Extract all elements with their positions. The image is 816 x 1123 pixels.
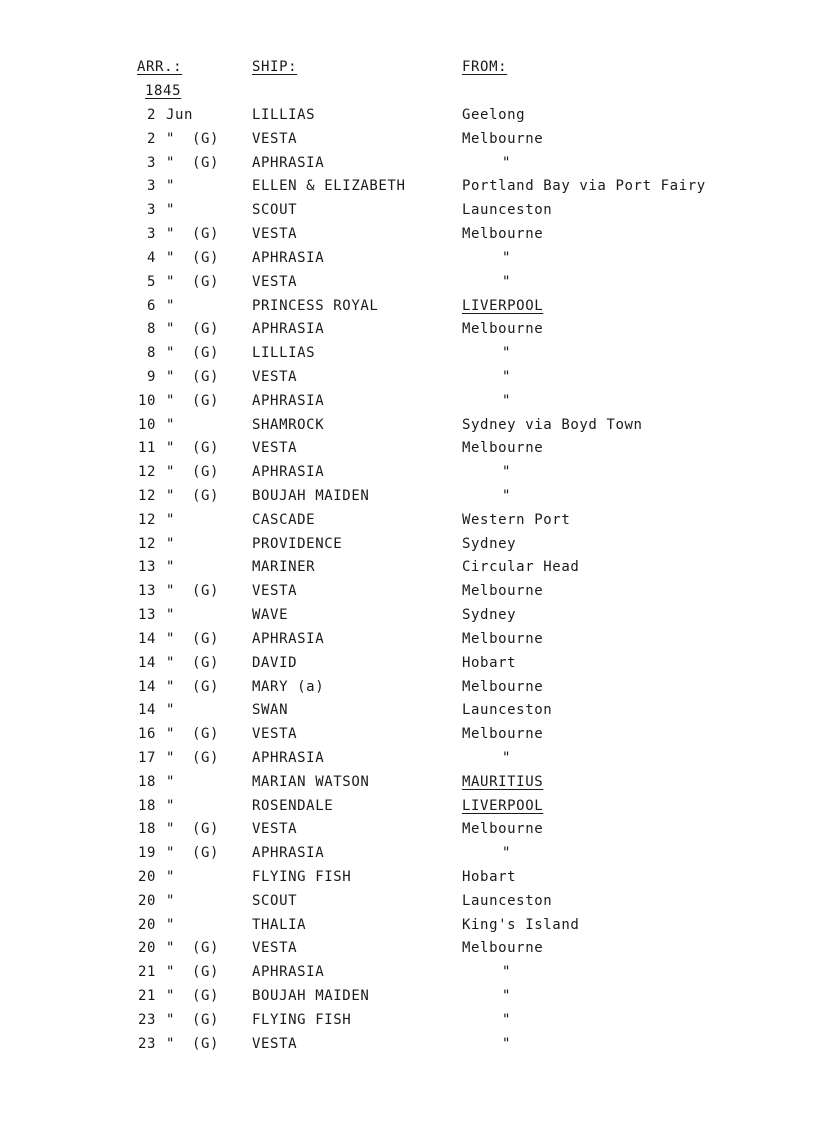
origin-port: ": [502, 392, 512, 409]
arrival-row: [0, 891, 816, 915]
origin-port: Melbourne: [462, 440, 544, 457]
arrival-day: 14: [137, 654, 156, 671]
arrival-flag: (G): [192, 130, 220, 147]
ship-name: APHRASIA: [252, 249, 325, 266]
ship-name: WAVE: [252, 607, 289, 624]
ship-name: APHRASIA: [252, 964, 325, 981]
origin-port: Melbourne: [462, 321, 544, 338]
arrival-row: [0, 415, 816, 439]
arrival-flag: (G): [192, 821, 220, 838]
arrival-month: Jun: [166, 107, 194, 123]
arrival-day: 14: [137, 630, 156, 647]
origin-port: Launceston: [462, 202, 553, 219]
arrival-day: 13: [137, 559, 156, 576]
arrival-month: ": [166, 535, 176, 552]
arrival-flag: (G): [192, 273, 220, 290]
arrival-row: [0, 772, 816, 796]
arrival-month: ": [166, 916, 176, 933]
ship-name: VESTA: [252, 368, 298, 385]
arrival-row: [0, 176, 816, 200]
arrival-row: [0, 986, 816, 1010]
ship-name: THALIA: [252, 916, 307, 933]
ship-name: MARY (a): [252, 678, 325, 695]
ship-name: DAVID: [252, 654, 298, 671]
arrival-day: 20: [137, 940, 156, 957]
arrival-day: 16: [137, 726, 156, 743]
origin-port: Melbourne: [462, 130, 544, 147]
ship-name: APHRASIA: [252, 154, 325, 171]
arrivals-list: [0, 105, 816, 1058]
arrival-row: [0, 700, 816, 724]
arrival-month: ": [166, 1011, 176, 1028]
arrival-row: [0, 629, 816, 653]
arrival-day: 11: [137, 440, 156, 457]
arrival-day: 18: [137, 821, 156, 838]
arrival-month: ": [166, 869, 176, 885]
origin-port: ": [502, 1011, 512, 1028]
arrival-day: 19: [137, 845, 156, 862]
arrival-row: [0, 796, 816, 820]
origin-port: ": [502, 1035, 512, 1052]
origin-port: ": [502, 964, 512, 981]
arrival-day: 21: [137, 988, 156, 1005]
arrival-month: ": [166, 749, 176, 766]
origin-port: Melbourne: [462, 821, 544, 838]
arrival-month: ": [166, 345, 176, 362]
arrival-month: ": [166, 654, 176, 671]
arrival-flag: (G): [192, 488, 220, 504]
arrival-month: ": [166, 630, 176, 647]
arrival-month: ": [166, 297, 176, 314]
arrival-day: 12: [137, 488, 156, 504]
arrival-day: 3: [146, 202, 156, 219]
from-column-header: FROM:: [462, 59, 508, 75]
origin-port: Sydney: [462, 535, 517, 552]
arrival-row: [0, 224, 816, 248]
arrival-day: 13: [137, 583, 156, 600]
origin-port: Launceston: [462, 892, 553, 909]
ship-name: SWAN: [252, 702, 289, 719]
arrival-flag: (G): [192, 226, 220, 243]
year-label: 1845: [145, 83, 182, 99]
arrival-row: [0, 843, 816, 867]
origin-port: ": [502, 988, 512, 1005]
arrival-row: [0, 653, 816, 677]
arrival-flag: (G): [192, 940, 220, 957]
arrival-row: [0, 962, 816, 986]
arrival-month: ": [166, 797, 176, 814]
ship-name: FLYING FISH: [252, 869, 352, 885]
arrival-day: 21: [137, 964, 156, 981]
arrival-flag: (G): [192, 988, 220, 1005]
ship-column-header: SHIP:: [252, 59, 298, 75]
arrival-flag: (G): [192, 1035, 220, 1052]
arrival-month: ": [166, 845, 176, 862]
arrival-row: [0, 343, 816, 367]
ship-name: PROVIDENCE: [252, 535, 343, 552]
arrival-month: ": [166, 726, 176, 743]
arrival-row: [0, 200, 816, 224]
ship-name: ELLEN & ELIZABETH: [252, 178, 406, 195]
arrival-row: [0, 915, 816, 939]
ship-name: CASCADE: [252, 511, 316, 528]
arrival-day: 5: [146, 273, 156, 290]
ship-name: APHRASIA: [252, 464, 325, 481]
arrival-day: 9: [146, 368, 156, 385]
arrival-flag: (G): [192, 368, 220, 385]
arrival-month: ": [166, 678, 176, 695]
arrival-day: 20: [137, 892, 156, 909]
arrival-month: ": [166, 607, 176, 624]
arrival-month: ": [166, 559, 176, 576]
ship-name: APHRASIA: [252, 749, 325, 766]
arrival-row: [0, 438, 816, 462]
arrival-month: ": [166, 130, 176, 147]
arrival-row: [0, 248, 816, 272]
arrival-day: 8: [146, 345, 156, 362]
origin-port: ": [502, 249, 512, 266]
arrival-flag: (G): [192, 392, 220, 409]
arrival-row: [0, 153, 816, 177]
arrival-day: 2: [146, 107, 156, 123]
arrival-day: 3: [146, 178, 156, 195]
origin-port: Melbourne: [462, 583, 544, 600]
arrival-month: ": [166, 821, 176, 838]
arrival-month: ": [166, 511, 176, 528]
arrival-day: 18: [137, 797, 156, 814]
ship-name: VESTA: [252, 273, 298, 290]
arrival-month: ": [166, 416, 176, 433]
ship-name: PRINCESS ROYAL: [252, 297, 379, 314]
arrival-day: 4: [146, 249, 156, 266]
arrival-flag: (G): [192, 678, 220, 695]
arrival-day: 12: [137, 535, 156, 552]
ship-name: VESTA: [252, 940, 298, 957]
arrival-month: ": [166, 464, 176, 481]
arrived-column-header: ARR.:: [137, 59, 183, 75]
origin-port: Sydney via Boyd Town: [462, 416, 643, 433]
origin-port: Hobart: [462, 654, 517, 671]
arrival-month: ": [166, 773, 176, 790]
origin-port: ": [502, 368, 512, 385]
arrival-month: ": [166, 988, 176, 1005]
ship-name: VESTA: [252, 440, 298, 457]
arrival-row: [0, 605, 816, 629]
arrival-flag: (G): [192, 630, 220, 647]
arrival-row: [0, 938, 816, 962]
arrival-row: [0, 867, 816, 891]
ship-name: LILLIAS: [252, 107, 316, 123]
origin-port: Melbourne: [462, 226, 544, 243]
arrival-day: 17: [137, 749, 156, 766]
origin-port: Melbourne: [462, 630, 544, 647]
arrival-flag: (G): [192, 964, 220, 981]
arrival-month: ": [166, 1035, 176, 1052]
arrival-day: 12: [137, 464, 156, 481]
origin-port: King's Island: [462, 916, 580, 933]
ship-name: APHRASIA: [252, 630, 325, 647]
arrival-month: ": [166, 368, 176, 385]
origin-port: ": [502, 845, 512, 862]
arrival-day: 10: [137, 392, 156, 409]
arrival-row: [0, 391, 816, 415]
arrival-row: [0, 462, 816, 486]
origin-port: Hobart: [462, 869, 517, 885]
origin-port: ": [502, 464, 512, 481]
ship-name: APHRASIA: [252, 321, 325, 338]
arrival-row: [0, 1034, 816, 1058]
arrival-flag: (G): [192, 749, 220, 766]
arrival-day: 14: [137, 702, 156, 719]
origin-port: Circular Head: [462, 559, 580, 576]
arrival-row: [0, 319, 816, 343]
ship-name: FLYING FISH: [252, 1011, 352, 1028]
arrival-row: [0, 557, 816, 581]
arrival-day: 13: [137, 607, 156, 624]
arrival-day: 23: [137, 1035, 156, 1052]
ship-name: VESTA: [252, 130, 298, 147]
arrival-month: ": [166, 202, 176, 219]
arrival-day: 3: [146, 154, 156, 171]
ship-name: SCOUT: [252, 892, 298, 909]
arrival-day: 8: [146, 321, 156, 338]
origin-port: ": [502, 345, 512, 362]
ship-name: VESTA: [252, 1035, 298, 1052]
arrival-flag: (G): [192, 845, 220, 862]
ship-name: LILLIAS: [252, 345, 316, 362]
ship-name: APHRASIA: [252, 392, 325, 409]
arrival-day: 12: [137, 511, 156, 528]
arrival-month: ": [166, 583, 176, 600]
arrival-row: [0, 129, 816, 153]
origin-port: ": [502, 273, 512, 290]
arrival-month: ": [166, 321, 176, 338]
origin-port: Launceston: [462, 702, 553, 719]
arrival-day: 14: [137, 678, 156, 695]
arrival-month: ": [166, 249, 176, 266]
arrival-row: [0, 486, 816, 510]
arrival-day: 20: [137, 869, 156, 885]
origin-port: Western Port: [462, 511, 571, 528]
ship-name: VESTA: [252, 726, 298, 743]
ship-name: ROSENDALE: [252, 797, 334, 814]
origin-port: Melbourne: [462, 940, 544, 957]
arrival-row: [0, 510, 816, 534]
arrival-day: 3: [146, 226, 156, 243]
ship-name: SCOUT: [252, 202, 298, 219]
origin-port: LIVERPOOL: [462, 297, 544, 314]
ship-name: VESTA: [252, 821, 298, 838]
arrival-month: ": [166, 392, 176, 409]
arrival-day: 2: [146, 130, 156, 147]
arrival-day: 23: [137, 1011, 156, 1028]
arrival-month: ": [166, 702, 176, 719]
arrival-month: ": [166, 964, 176, 981]
arrival-month: ": [166, 178, 176, 195]
origin-port: LIVERPOOL: [462, 797, 544, 814]
origin-port: ": [502, 154, 512, 171]
arrival-row: [0, 367, 816, 391]
origin-port: Geelong: [462, 107, 526, 123]
arrival-month: ": [166, 892, 176, 909]
ship-name: APHRASIA: [252, 845, 325, 862]
arrival-day: 20: [137, 916, 156, 933]
arrival-row: [0, 1010, 816, 1034]
arrival-row: [0, 272, 816, 296]
ship-name: MARIAN WATSON: [252, 773, 370, 790]
arrival-flag: (G): [192, 345, 220, 362]
arrival-day: 18: [137, 773, 156, 790]
arrival-row: [0, 296, 816, 320]
arrival-flag: (G): [192, 654, 220, 671]
arrival-row: [0, 534, 816, 558]
arrival-month: ": [166, 440, 176, 457]
arrival-month: ": [166, 273, 176, 290]
arrival-flag: (G): [192, 154, 220, 171]
arrival-month: ": [166, 940, 176, 957]
ship-name: SHAMROCK: [252, 416, 325, 433]
origin-port: MAURITIUS: [462, 773, 544, 790]
origin-port: ": [502, 488, 512, 504]
arrival-flag: (G): [192, 726, 220, 743]
origin-port: Sydney: [462, 607, 517, 624]
ship-name: BOUJAH MAIDEN: [252, 488, 370, 504]
arrival-row: [0, 748, 816, 772]
arrival-row: [0, 581, 816, 605]
arrival-flag: (G): [192, 440, 220, 457]
origin-port: ": [502, 749, 512, 766]
arrival-flag: (G): [192, 1011, 220, 1028]
arrival-row: [0, 105, 816, 129]
arrival-row: [0, 677, 816, 701]
arrival-row: [0, 724, 816, 748]
arrival-month: ": [166, 154, 176, 171]
ship-name: VESTA: [252, 226, 298, 243]
origin-port: Melbourne: [462, 726, 544, 743]
arrival-flag: (G): [192, 464, 220, 481]
origin-port: Portland Bay via Port Fairy: [462, 178, 706, 195]
arrival-flag: (G): [192, 583, 220, 600]
arrival-flag: (G): [192, 321, 220, 338]
origin-port: Melbourne: [462, 678, 544, 695]
ship-name: MARINER: [252, 559, 316, 576]
ship-name: VESTA: [252, 583, 298, 600]
ship-name: BOUJAH MAIDEN: [252, 988, 370, 1005]
arrival-month: ": [166, 226, 176, 243]
arrival-day: 10: [137, 416, 156, 433]
arrival-day: 6: [146, 297, 156, 314]
arrival-row: [0, 819, 816, 843]
arrival-month: ": [166, 488, 176, 504]
arrival-flag: (G): [192, 249, 220, 266]
